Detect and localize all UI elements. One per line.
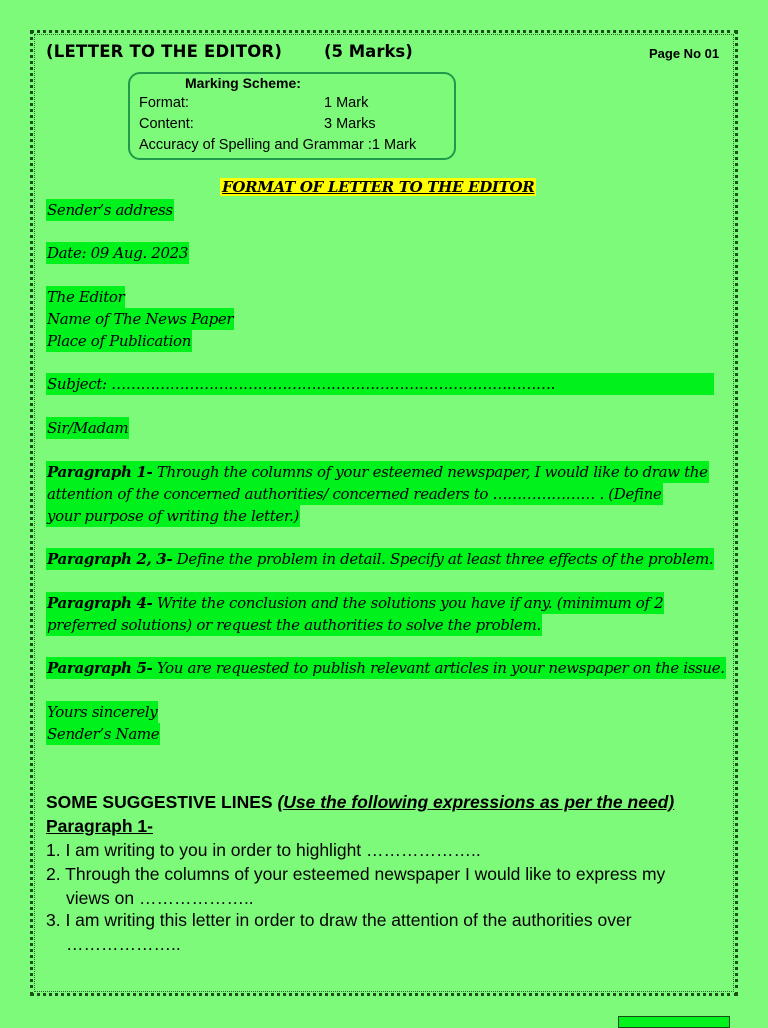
marks-label: (5 Marks) bbox=[324, 42, 413, 61]
next-page-tab bbox=[618, 1016, 730, 1028]
page-title: (LETTER TO THE EDITOR) bbox=[46, 42, 283, 61]
paragraph-2-3: Paragraph 2, 3- Define the problem in detail. Specify at least three effects of the problem. bbox=[47, 550, 714, 568]
subject-line: Subject: ………………………………………………………………………………. bbox=[46, 373, 714, 395]
paragraph-label: Paragraph 1- bbox=[47, 463, 153, 481]
suggestive-paragraph-label: Paragraph 1- bbox=[46, 816, 153, 836]
scheme-row-value: 1 Mark bbox=[324, 95, 369, 111]
paragraph-label: Paragraph 4- bbox=[47, 594, 153, 612]
date-line: Date: 09 Aug. 2023 bbox=[47, 244, 189, 262]
suggestive-item: views on ……………….. bbox=[66, 888, 254, 908]
suggestive-item: 2. Through the columns of your esteemed newspaper I would like to express my bbox=[46, 864, 666, 884]
suggestive-item: ……………….. bbox=[66, 934, 181, 954]
place-line: Place of Publication bbox=[47, 332, 192, 350]
scheme-row-label: Accuracy of Spelling and Grammar :1 Mark bbox=[139, 137, 417, 153]
scheme-row-value: 1 Mark bbox=[371, 137, 417, 153]
paragraph-1-line: attention of the concerned authorities/ concerned readers to ………………… . (Define bbox=[47, 485, 662, 503]
suggestive-item: 3. I am writing this letter in order to draw the attention of the authorities over bbox=[46, 910, 632, 930]
paragraph-5: Paragraph 5- You are requested to publish relevant articles in your newspaper on the issue. bbox=[47, 659, 725, 677]
suggestive-item: 1. I am writing to you in order to highlight ……………….. bbox=[46, 840, 481, 860]
newspaper-line: Name of The News Paper bbox=[47, 310, 234, 328]
paragraph-1-line: your purpose of writing the letter.) bbox=[47, 507, 300, 525]
page-number: Page No 01 bbox=[649, 46, 720, 61]
scheme-row-label: Format: bbox=[139, 95, 189, 111]
paragraph-label: Paragraph 2, 3- bbox=[47, 550, 173, 568]
senders-address: Sender’s address bbox=[47, 201, 173, 219]
paragraph-1-line: Paragraph 1- Through the columns of your esteemed newspaper, I would like to draw the bbox=[47, 463, 708, 481]
scheme-row-label: Content: bbox=[139, 116, 194, 132]
scheme-row-value: 3 Marks bbox=[324, 116, 376, 132]
paragraph-4-line: Paragraph 4- Write the conclusion and the solutions you have if any. (minimum of 2 bbox=[47, 594, 664, 612]
salutation: Sir/Madam bbox=[47, 419, 129, 437]
closing: Yours sincerely bbox=[47, 703, 158, 721]
suggestive-heading: SOME SUGGESTIVE LINES (Use the following expressions as per the need) bbox=[46, 792, 675, 812]
paragraph-4-line: preferred solutions) or request the authorities to solve the problem. bbox=[47, 616, 541, 634]
marking-scheme-title: Marking Scheme: bbox=[185, 75, 301, 91]
paragraph-label: Paragraph 5- bbox=[47, 659, 153, 677]
senders-name: Sender’s Name bbox=[47, 725, 160, 743]
format-heading: FORMAT OF LETTER TO THE EDITOR bbox=[222, 178, 535, 196]
editor-line: The Editor bbox=[47, 288, 125, 306]
suggestive-heading-note: (Use the following expressions as per the need) bbox=[277, 792, 675, 812]
